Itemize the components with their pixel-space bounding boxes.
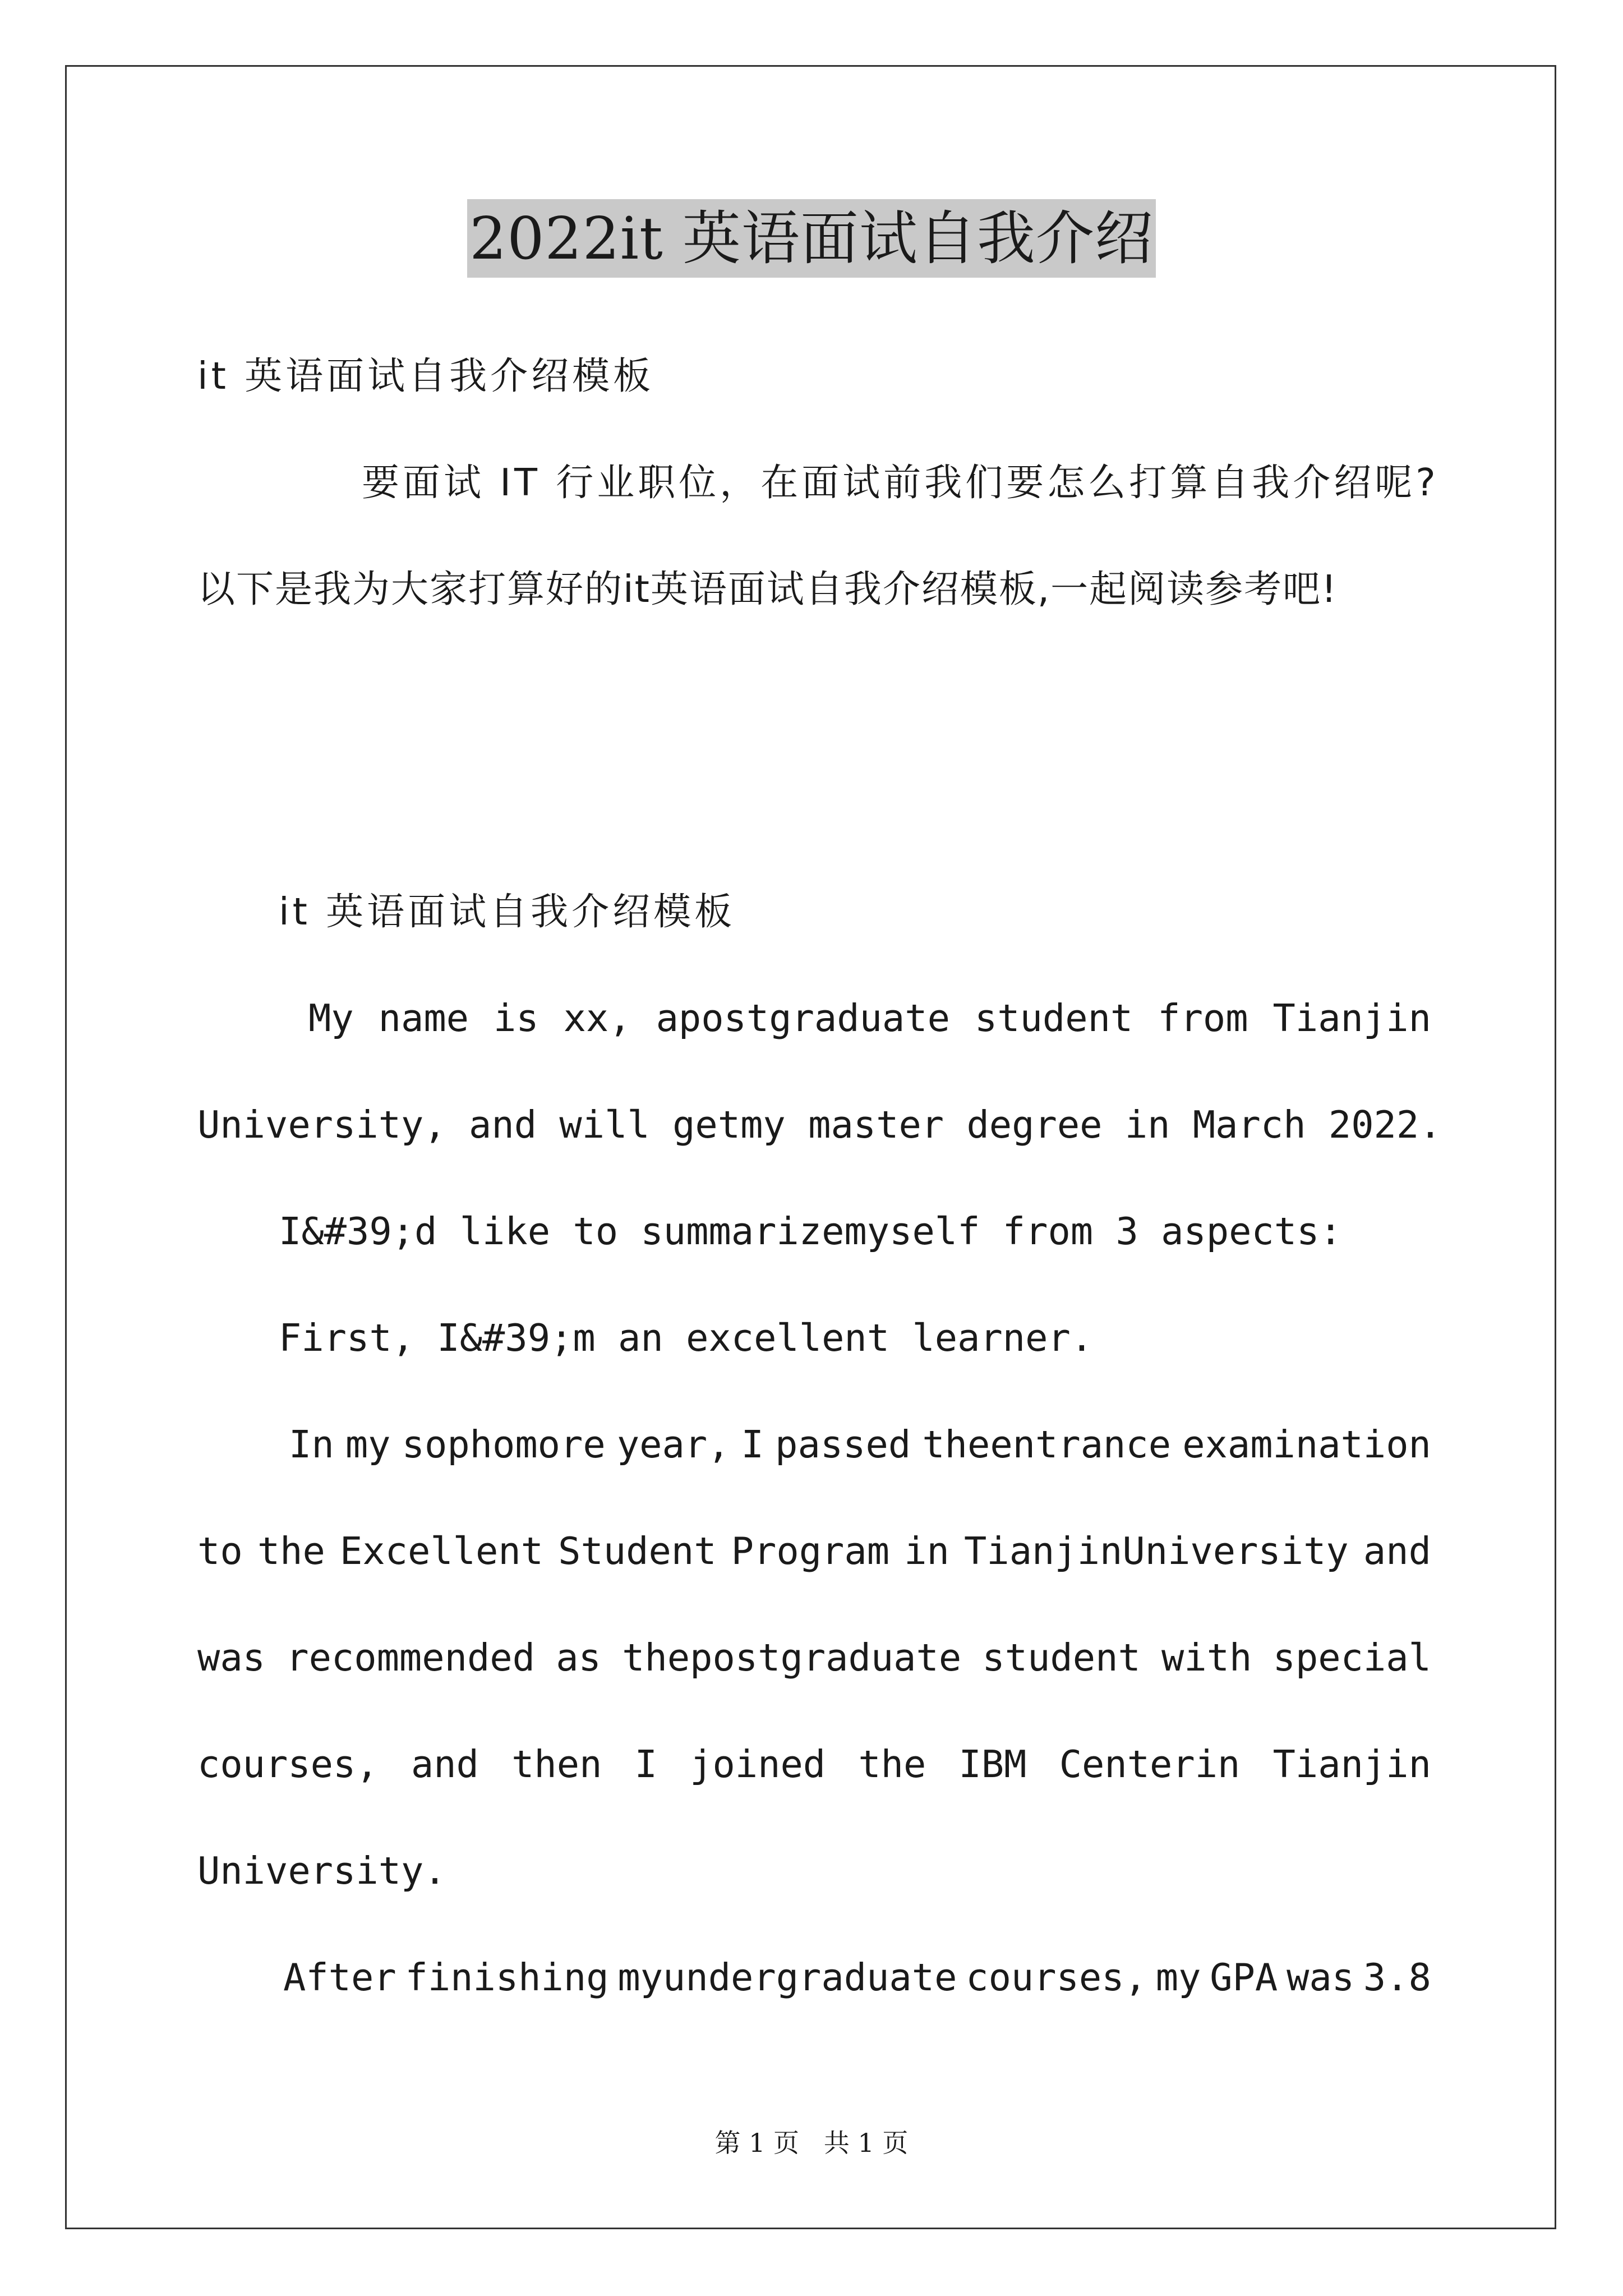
word: courses, xyxy=(966,1955,1147,1999)
paragraph-4-line-2 xyxy=(197,1526,1431,1576)
word: I xyxy=(634,1742,657,1786)
word: year, xyxy=(616,1423,730,1466)
word: special xyxy=(1272,1636,1431,1680)
word: joined xyxy=(690,1742,826,1786)
word: TianjinUniversity xyxy=(964,1529,1349,1573)
word: Student xyxy=(558,1529,717,1573)
word: In xyxy=(289,1423,334,1466)
word: theentrance xyxy=(922,1423,1172,1466)
word: the xyxy=(257,1529,325,1573)
word: After xyxy=(283,1955,396,1999)
word: IBM xyxy=(958,1742,1027,1786)
word: and xyxy=(1363,1529,1431,1573)
word: with xyxy=(1161,1636,1252,1680)
word: was xyxy=(1287,1955,1355,1999)
word: student xyxy=(982,1636,1141,1680)
word: Tianjin xyxy=(1272,996,1431,1040)
intro-line-2: 以下是我为大家打算好的it英语面试自我介绍模板,一起阅读参考吧! xyxy=(197,567,1338,611)
paragraph-4-line-4 xyxy=(197,1739,1431,1789)
word: Excellent xyxy=(339,1529,544,1573)
page-footer: 第 1 页 共 1 页 xyxy=(714,2128,909,2158)
word: as xyxy=(556,1636,601,1680)
word: in xyxy=(904,1529,949,1573)
paragraph-4-line-5: University. xyxy=(197,1849,446,1893)
word: to xyxy=(197,1529,243,1573)
title-container xyxy=(0,199,1623,278)
word: is xyxy=(493,996,539,1040)
word: was xyxy=(197,1636,266,1680)
word: recommended xyxy=(286,1636,535,1680)
word: xx, xyxy=(563,996,631,1040)
word: student xyxy=(974,996,1133,1040)
word: my xyxy=(345,1423,391,1466)
word: sophomore xyxy=(402,1423,606,1466)
document-subtitle: it 英语面试自我介绍模板 xyxy=(197,354,654,398)
intro-line-1: 要面试 IT 行业职位，在面试前我们要怎么打算自我介绍呢? xyxy=(362,461,1439,504)
word: 3.8 xyxy=(1363,1955,1431,1999)
word: Program xyxy=(731,1529,890,1573)
word: Tianjin xyxy=(1272,1742,1431,1786)
word: passed xyxy=(775,1423,911,1466)
word: examination xyxy=(1182,1423,1431,1466)
paragraph-1-line-2: University, and will getmy master degree in March 2022. xyxy=(197,1103,1442,1147)
document-title: 2022it 英语面试自我介绍 xyxy=(467,199,1156,278)
paragraph-3: First, I&#39;m an excellent learner. xyxy=(279,1316,1094,1360)
word: My xyxy=(308,996,354,1040)
paragraph-5-line-1 xyxy=(283,1952,1431,2003)
paragraph-2: I&#39;d like to summarizemyself from 3 aspects: xyxy=(279,1209,1342,1253)
word: name xyxy=(378,996,469,1040)
word: courses, xyxy=(197,1742,379,1786)
word: thepostgraduate xyxy=(622,1636,962,1680)
word: GPA xyxy=(1210,1955,1278,1999)
word: and xyxy=(411,1742,479,1786)
word: finishing xyxy=(405,1955,609,1999)
word: apostgraduate xyxy=(656,996,950,1040)
word: the xyxy=(858,1742,926,1786)
word: myundergraduate xyxy=(617,1955,957,1999)
word: from xyxy=(1158,996,1248,1040)
paragraph-4-line-3 xyxy=(197,1632,1431,1683)
word: I xyxy=(741,1423,764,1466)
section-heading: it 英语面试自我介绍模板 xyxy=(279,890,736,933)
paragraph-4-line-1 xyxy=(289,1419,1431,1470)
paragraph-1-line-1 xyxy=(308,993,1431,1043)
word: then xyxy=(511,1742,602,1786)
word: Centerin xyxy=(1059,1742,1241,1786)
word: my xyxy=(1155,1955,1201,1999)
